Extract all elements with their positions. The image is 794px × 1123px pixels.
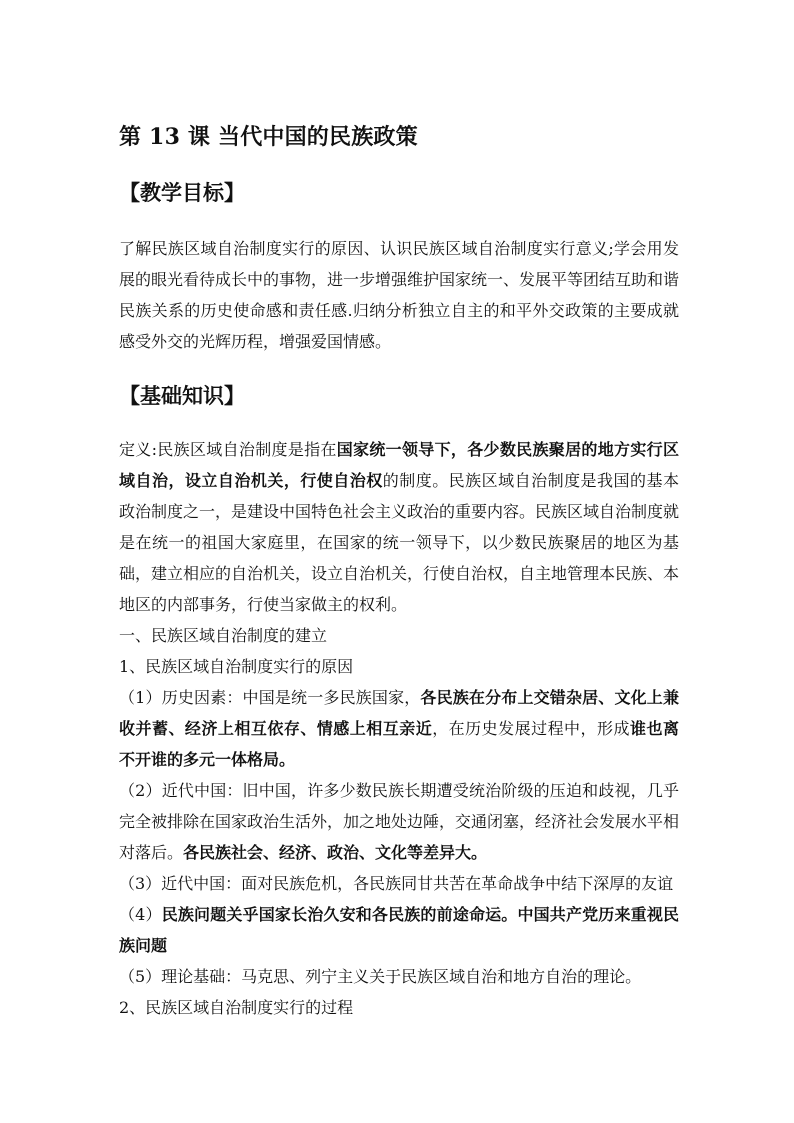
reason-1-bold-1: 各民族在分布上交错杂居、文化上兼收并蓄、经济上相互依存、情感上相互亲近 bbox=[119, 688, 679, 738]
reason-1-bold-2: 谁也离不开谁的多元一体格局。 bbox=[119, 719, 679, 769]
reason-1-text-2: ，在历史发展过程中，形成 bbox=[432, 719, 630, 738]
basics-heading: 【基础知识】 bbox=[119, 383, 245, 408]
reason-2-text-1: （2）近代中国：旧中国，许多少数民族长期遭受统治阶级的压迫和歧视，几乎完全被排除在国家政治生活外，加之地处边陲，交通闭塞，经济社会发展水平相对落后。 bbox=[119, 781, 680, 862]
reason-4-text-1: （4） bbox=[119, 905, 162, 924]
reason-1 bbox=[119, 682, 679, 775]
page-title: 第 13 课 当代中国的民族政策 bbox=[119, 124, 418, 150]
definition-paragraph bbox=[119, 434, 679, 620]
goals-heading: 【教学目标】 bbox=[119, 180, 245, 205]
goals-paragraph: 了解民族区域自治制度实行的原因、认识民族区域自治制度实行意义;学会用发展的眼光看待成长中的事物，进一步增强维护国家统一、发展平等团结互助和谐民族关系的历史使命感和责任感.归纳分析独立自主的和平外交政策的主要成就感受外交的光辉历程，增强爱国情感。 bbox=[119, 239, 680, 351]
definition-text-2: 的制度。民族区域自治制度是我国的基本政治制度之一，是建设中国特色社会主义政治的重要内容。民族区域自治制度就是在统一的祖国大家庭里，在国家的统一领导下，以少数民族聚居的地区为基础，建立相应的自治机关，设立自治机关，行使自治权，自主地管理本民族、本地区的内部事务，行使当家做主的权利。 bbox=[119, 471, 680, 614]
reason-5: （5）理论基础：马克思、列宁主义关于民族区域自治和地方自治的理论。 bbox=[119, 967, 642, 986]
subheading-process: 2、民族区域自治制度实行的过程 bbox=[119, 998, 354, 1017]
reason-4-bold-1: 民族问题关乎国家长治久安和各民族的前途命运。中国共产党历来重视民族问题 bbox=[119, 905, 679, 955]
reason-1-text-1: （1）历史因素：中国是统一多民族国家， bbox=[119, 688, 421, 707]
reason-2 bbox=[119, 775, 679, 868]
subheading-reasons: 1、民族区域自治制度实行的原因 bbox=[119, 657, 354, 676]
section-heading-1: 一、民族区域自治制度的建立 bbox=[119, 626, 328, 645]
definition-text-1: 定义:民族区域自治制度是指在 bbox=[119, 440, 337, 459]
reason-4 bbox=[119, 899, 679, 961]
reason-3: （3）近代中国：面对民族危机，各民族同甘共苦在革命战争中结下深厚的友谊 bbox=[119, 874, 674, 893]
reason-2-bold-1: 各民族社会、经济、政治、文化等差异大。 bbox=[183, 843, 488, 862]
definition-bold-1: 国家统一领导下，各少数民族聚居的地方实行区域自治，设立自治机关，行使自治权 bbox=[119, 440, 679, 490]
